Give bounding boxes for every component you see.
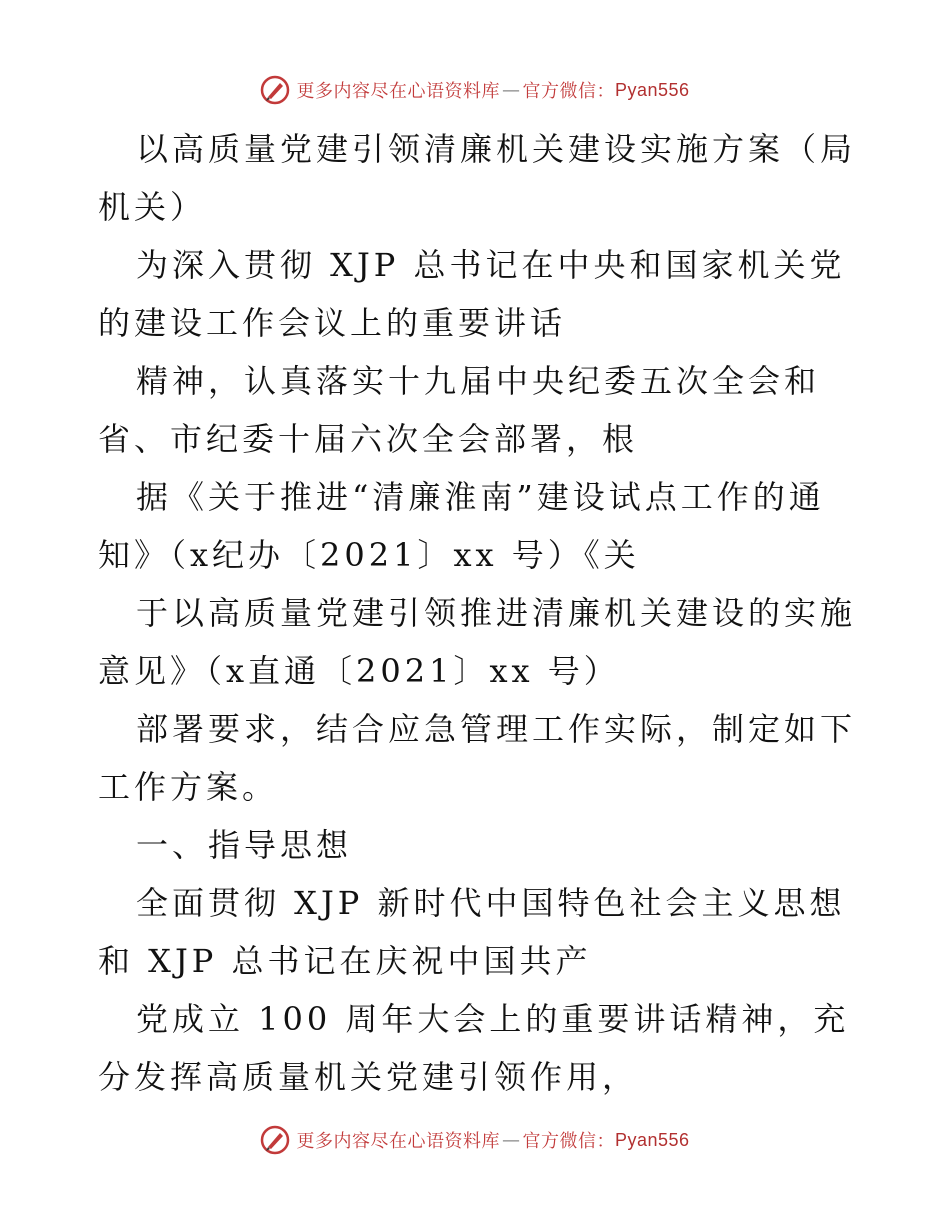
paragraph: 据《关于推进“清廉淮南”建设试点工作的通知》（x纪办〔2021〕xx 号）《关 [98, 478, 825, 574]
paragraph: 为深入贯彻 XJP 总书记在中央和国家机关党的建设工作会议上的重要讲话 [98, 246, 846, 342]
banner-wechat-label: 官方微信： [522, 1131, 615, 1152]
quill-logo-icon [260, 1125, 290, 1155]
banner-wechat-id: Pyan556 [614, 1129, 690, 1150]
section-heading: 一、指导思想 [136, 826, 353, 864]
document-title: 以高质量党建引领清廉机关建设实施方案（局机关） [98, 130, 857, 226]
banner-text: 更多内容尽在心语资料库 [296, 81, 500, 102]
paragraph: 于以高质量党建引领推进清廉机关建设的实施意见》（x直通〔2021〕xx 号） [98, 594, 857, 690]
header-banner [0, 70, 950, 110]
paragraph: 部署要求，结合应急管理工作实际，制定如下工作方案。 [98, 710, 857, 806]
banner-text: 更多内容尽在心语资料库 [296, 1131, 500, 1152]
footer-banner [0, 1120, 950, 1160]
quill-logo-icon [260, 75, 290, 105]
banner-separator: — [501, 1129, 521, 1151]
banner-separator: — [501, 79, 521, 101]
banner-wechat-label: 官方微信： [522, 81, 615, 102]
document-body [98, 120, 868, 1106]
banner-wechat-id: Pyan556 [614, 79, 690, 100]
paragraph: 全面贯彻 XJP 新时代中国特色社会主义思想和 XJP 总书记在庆祝中国共产 [98, 884, 846, 980]
paragraph: 精神，认真落实十九届中央纪委五次全会和省、市纪委十届六次全会部署，根 [98, 362, 821, 458]
paragraph: 党成立 100 周年大会上的重要讲话精神，充分发挥高质量机关党建引领作用， [98, 1000, 850, 1096]
